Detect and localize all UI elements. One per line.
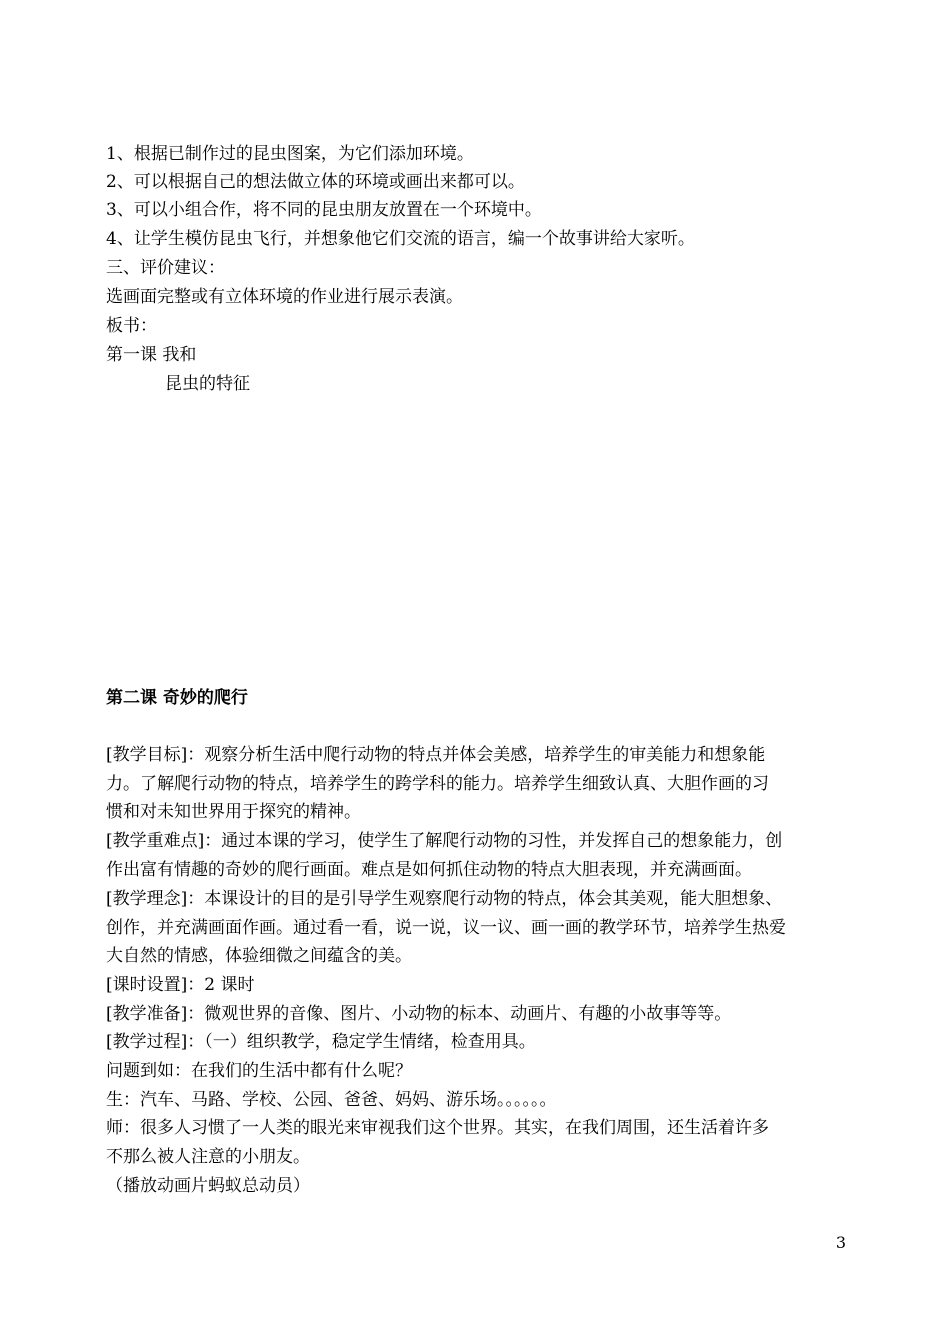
board-heading: 板书： [106, 316, 157, 336]
lesson-2-line: 惯和对未知世界用于探究的精神。 [106, 802, 361, 822]
lesson-2-line: 作出富有情趣的奇妙的爬行画面。难点是如何抓住动物的特点大胆表现，并充满画面。 [106, 860, 752, 880]
lesson-2-line: 大自然的情感，体验细微之间蕴含的美。 [106, 946, 412, 966]
activity-item-2: 2、可以根据自己的想法做立体的环境或画出来都可以。 [106, 172, 525, 192]
lesson-2-line: 生：汽车、马路、学校、公园、爸爸、妈妈、游乐场。。。。。。 [106, 1090, 557, 1110]
lesson-2-line: [教学目标]：观察分析生活中爬行动物的特点并体会美感，培养学生的审美能力和想象能 [106, 745, 766, 765]
lesson-2-line: 不那么被人注意的小朋友。 [106, 1147, 310, 1167]
board-line-2: 昆虫的特征 [165, 374, 250, 394]
activity-item-3: 3、可以小组合作，将不同的昆虫朋友放置在一个环境中。 [106, 200, 542, 220]
lesson-2-line: [教学重难点]：通过本课的学习，使学生了解爬行动物的习性，并发挥自己的想象能力，创 [106, 831, 783, 851]
lesson-2-line: [课时设置]：2 课时 [106, 975, 255, 995]
evaluation-text: 选画面完整或有立体环境的作业进行展示表演。 [106, 287, 463, 307]
lesson-2-line: 问题到如：在我们的生活中都有什么呢？ [106, 1061, 412, 1081]
lesson-2-line: [教学理念]：本课设计的目的是引导学生观察爬行动物的特点，体会其美观，能大胆想象、 [106, 889, 783, 909]
lesson-2-line: 力。了解爬行动物的特点，培养学生的跨学科的能力。培养学生细致认真、大胆作画的习 [106, 774, 769, 794]
activity-item-4: 4、让学生模仿昆虫飞行，并想象他它们交流的语言，编一个故事讲给大家听。 [106, 229, 695, 249]
lesson-2-line: [教学过程]：（一）组织教学，稳定学生情绪，检查用具。 [106, 1032, 536, 1052]
board-line-1: 第一课 我和 [106, 345, 197, 365]
activity-item-1: 1、根据已制作过的昆虫图案，为它们添加环境。 [106, 144, 474, 164]
lesson-2-title: 第二课 奇妙的爬行 [106, 688, 248, 708]
lesson-2-line: 创作，并充满画面作画。通过看一看，说一说，议一议、画一画的教学环节，培养学生热爱 [106, 918, 786, 938]
lesson-2-line: 师：很多人习惯了一人类的眼光来审视我们这个世界。其实，在我们周围，还生活着许多 [106, 1118, 769, 1138]
lesson-2-line: （播放动画片蚂蚁总动员） [106, 1176, 310, 1196]
lesson-2-line: [教学准备]：微观世界的音像、图片、小动物的标本、动画片、有趣的小故事等等。 [106, 1004, 732, 1024]
page-number: 3 [835, 1233, 846, 1252]
evaluation-heading: 三、评价建议： [106, 258, 225, 278]
